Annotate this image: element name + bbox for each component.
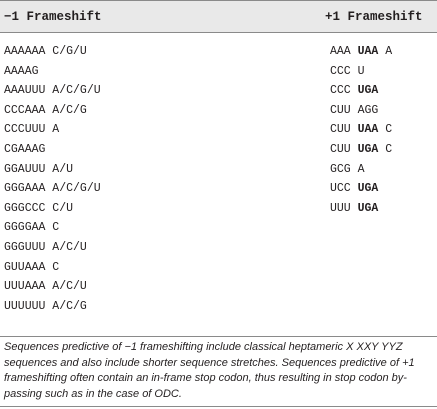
plus1-sequence-row — [330, 120, 392, 140]
trailing-base: A — [385, 45, 393, 58]
trailing-base: AGG — [357, 103, 379, 117]
codon: CUU — [330, 103, 351, 117]
minus1-sequence-row: CCCUUU A — [4, 123, 60, 137]
stop-codon: UAA — [357, 123, 379, 137]
table-header — [0, 0, 437, 33]
footnote-bottom-rule — [0, 406, 437, 407]
trailing-base: C — [385, 123, 393, 137]
plus1-sequence-row — [330, 140, 392, 160]
stop-codon: UGA — [357, 142, 379, 156]
plus1-sequence-row — [330, 62, 392, 82]
minus1-sequence-row: GUUAAA C — [4, 260, 60, 274]
plus1-sequence-column — [330, 42, 392, 218]
trailing-base: U — [357, 64, 365, 78]
codon: GCG — [330, 162, 351, 176]
stop-codon: UAA — [357, 45, 379, 58]
minus1-sequence-row: UUUUUU A/C/G — [4, 299, 87, 313]
minus1-sequence-column — [4, 42, 101, 316]
codon: UCC — [330, 182, 351, 196]
plus1-frameshift-header: +1 Frameshift — [325, 10, 423, 24]
plus1-sequence-row — [330, 179, 392, 199]
codon: CCC — [330, 64, 351, 78]
minus1-sequence-row: CGAAAG — [4, 142, 46, 156]
codon: CUU — [330, 142, 351, 156]
stop-codon: UGA — [357, 201, 379, 215]
minus1-sequence-row: UUUAAA A/C/U — [4, 280, 87, 294]
minus1-frameshift-header: −1 Frameshift — [4, 10, 102, 24]
plus1-sequence-row — [330, 101, 392, 121]
minus1-sequence-row: GGGAAA A/C/G/U — [4, 182, 101, 196]
stop-codon: UGA — [357, 182, 379, 196]
minus1-sequence-row: AAAAAA C/G/U — [4, 45, 87, 58]
minus1-sequence-row: GGGGAA C — [4, 221, 60, 235]
plus1-sequence-row — [330, 42, 392, 62]
codon: CUU — [330, 123, 351, 137]
codon: CCC — [330, 84, 351, 98]
trailing-base: A — [357, 162, 365, 176]
table-footnote: Sequences predictive of −1 frameshifting include classical heptameric X XXY YYZ sequences and also include shorter sequence stretches. Sequences predictive of +1 frameshifting often contain an in-frame stop codon, thus resulting in stop codon by-passing such as in the case of ODC. — [4, 341, 415, 400]
table-bottom-rule — [0, 336, 437, 337]
stop-codon: UGA — [357, 84, 379, 98]
minus1-sequence-row: GGAUUU A/U — [4, 162, 74, 176]
minus1-sequence-row: CCCAAA A/C/G — [4, 103, 87, 117]
minus1-sequence-row: GGGUUU A/C/U — [4, 240, 87, 254]
codon: AAA — [330, 45, 351, 58]
plus1-sequence-row — [330, 199, 392, 219]
minus1-sequence-row: GGGCCC C/U — [4, 201, 74, 215]
plus1-sequence-row — [330, 81, 392, 101]
plus1-sequence-row — [330, 160, 392, 180]
codon: UUU — [330, 201, 351, 215]
minus1-sequence-row: AAAAG — [4, 64, 39, 78]
minus1-sequence-row: AAAUUU A/C/G/U — [4, 84, 101, 98]
trailing-base: C — [385, 142, 393, 156]
